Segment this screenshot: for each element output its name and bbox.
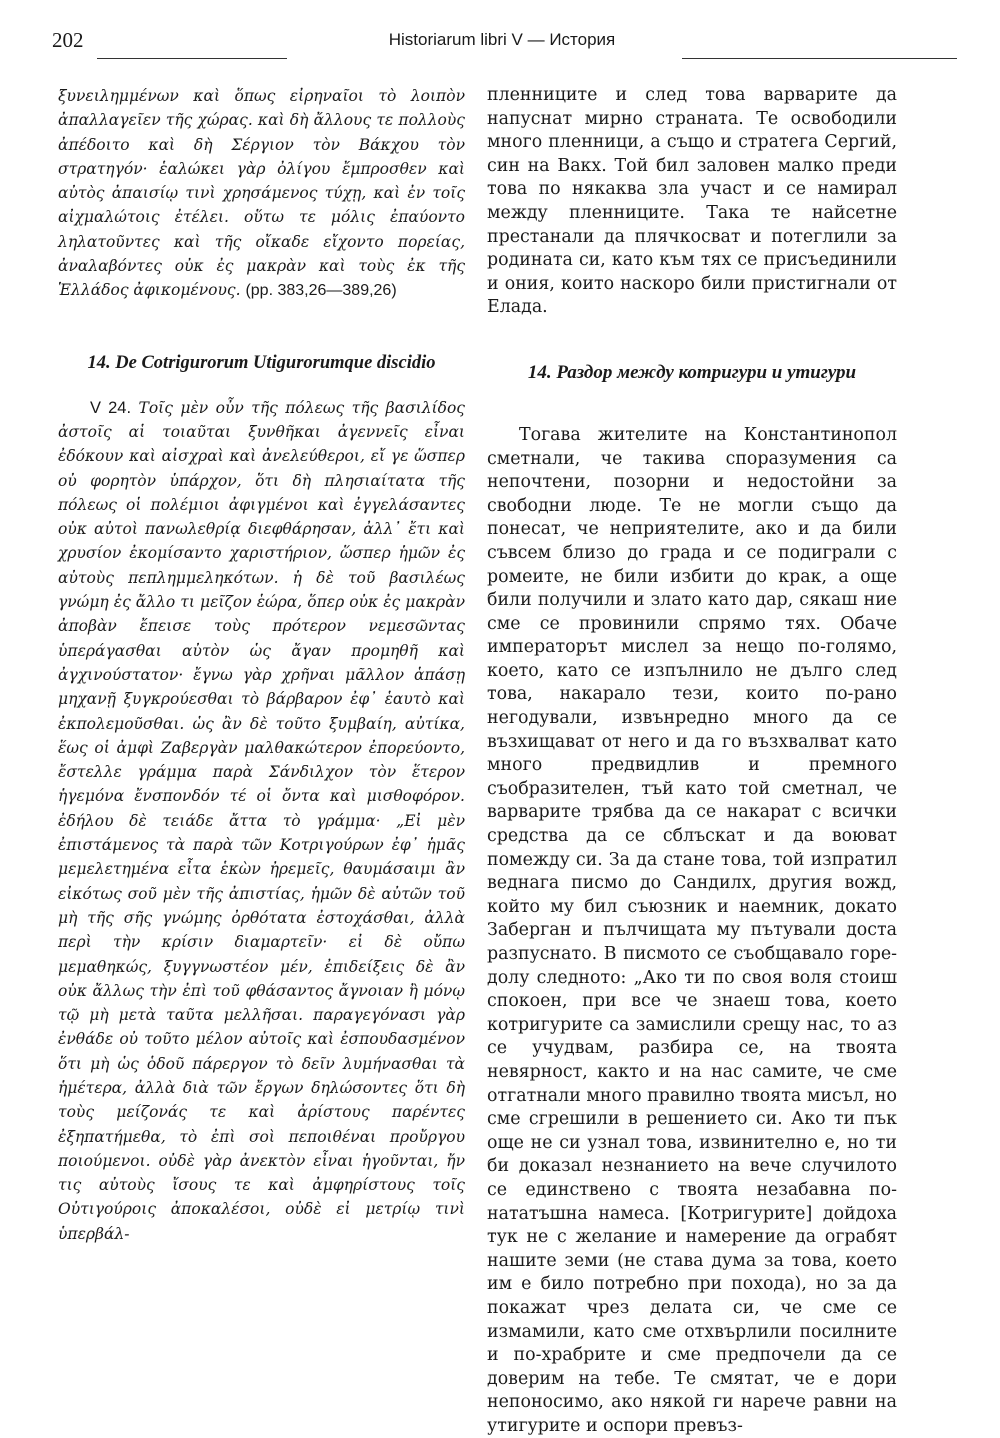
page-header	[52, 20, 952, 60]
greek-top-paragraph	[58, 84, 465, 304]
page-number: 202	[52, 28, 84, 52]
book-chapter-label: V 24.	[90, 398, 132, 417]
bulgarian-body-paragraph: Тогава жителите на Константинопол сметнали, че такива споразумения са непочтени, позорни и недостойни за свободни люде. Те не могли също да понесат, че неприятелите, ако и да били съвсем близо до града и се подиграли с ромеите, не били избити до крак, а още били получили и злато като дар, сякаш ние сме се провинили спрямо тях. Обаче императорът мислел за нещо по-голямо, което, като се изпълнило не дълго след това, накарало тези, които по-рано негодували, извънредно много да се възхищават от него и да го възхвалват като много предвидлив и премного съобразителен, тъй като той сметнал, че варварите трябва да се накарат с всички средства да се сблъскат и да воюват помежду си. За да стане това, той изпратил веднага писмо до Сандилх, другия вожд, който му бил съюзник и наемник, докато Заберган и пълчищата му пътували доста разпуснато. В писмото се съобщавало горе-долу следното: „Ако ти по своя воля стоиш спокоен, при все че знаеш това, което котригурите са замислили срещу нас, то аз се учудвам, разбира се, на твоята невярност, както и на нас самите, че сме отгатнали много правилно твоята мисъл, но сме сгрешили в решението си. Ако ти пък още не си узнал това, извинително е, но ти би доказал незнанието на вече случилото се единствено с твоята незабавна по-нататъшна намеса. [Котригурите] дойдоха тук не с желание и намерение да ограбят нашите земи (не става дума за това, което им е било потребно при похода), но за да покажат чрез делата си, че сме се измамили, като сме отхвърлили посилните и по-храбрите и сме предпочели да се доверим на тебе. Те смятат, че е дори непоносимо, ако някой ги нарече равни на утигурите и оспори превъз-	[487, 424, 897, 1436]
greek-top-text: ξυνειλημμένων καὶ ὅπως εἰρηναῖοι τὸ λοιπὸν ἀπαλλαγεῖεν τῆς χώρας. καὶ δὴ ἄλλους τε πολλοὺς ἀπέδοιτο καὶ δὴ Σέργιον τὸν Βάκχου τὸν στρατηγόν· ἑαλώκει γὰρ ὀλίγου ἔμπροσθεν καὶ αὐτὸς ἀπαισίῳ τινὶ χρησάμενος τύχῃ, καὶ ἐν τοῖς αἰχμαλώτοις ἐτέλει. οὕτω τε μόλις ἐπαύοντο ληλατοῦντες καὶ τῆς οἴκαδε εἴχοντο πορείας, ἀναλαβόντες οὐκ ἐς μακρὰν καὶ τοὺς ἐκ τῆς Ἑλλάδος ἀφικομένους.	[58, 87, 465, 300]
bulgarian-top-paragraph: пленниците и след това варварите да напуснат мирно страната. Те освободили много пленници, а също и стратега Сергий, син на Вакх. Той бил заловен малко преди това по някаква зла участ и се намирал между пленниците. Така те найсетне престанали да плячкосват и потеглили за родината си, като към тях се присъединили и ония, които наскоро били пристигнали от Елада.	[487, 85, 897, 318]
header-rule-right	[682, 58, 957, 59]
greek-column	[58, 84, 465, 1246]
greek-body-paragraph	[58, 396, 465, 1246]
bulgarian-column	[487, 84, 897, 1438]
greek-body-text: Τοῖς μὲν οὖν τῆς πόλεως τῆς βασιλίδος ἀστοῖς αἱ τοιαῦται ξυνθῆκαι ἀγεννεῖς εἶναι ἐδόκουν καὶ αἰσχραὶ καὶ ἀνελεύθεροι, εἴ γε ὥσπερ οὐ φορητὸν ὑπάρχον, ὅτι δὴ πλησιαίτατα τῆς πόλεως οἱ πολέμιοι ἀφιγμένοι καὶ ἐγγελάσαντες οὐκ αὐτοὶ πανωλεθρίᾳ διεφθάρησαν, ἀλλ᾽ ἔτι καὶ χρυσίον ἐκομίσαντο χαριστήριον, ὥσπερ ἡμῶν ἐς αὐτοὺς πεπλημμεληκότων. ἡ δὲ τοῦ βασιλέως γνώμη ἐς ἄλλο τι μεῖζον ἑώρα, ὅπερ οὐκ ἐς μακρὰν ἀποβὰν ἔπεισε τοὺς πρότερον νεμεσῶντας ὑπεράγασθαι αὐτὸν ὡς ἄγαν προμηθῆ καὶ ἀγχινούστατον· ἔγνω γὰρ χρῆναι μᾶλλον ἁπάσῃ μηχανῇ ξυγκρούεσθαι τὸ βάρβαρον ἐφ᾽ ἑαυτὸ καὶ ἐκπολεμοῦσθαι. ὡς ἂν δὲ τοῦτο ξυμβαίη, αὐτίκα, ἕως οἱ ἀμφὶ Ζαβεργὰν μαλθακώτερον ἐπορεύοντο, ἔστελλε γράμμα παρὰ Σάνδιλχον τὸν ἕτερον ἡγεμόνα ἔνσπονδόν τέ οἱ ὄντα καὶ μισθοφόρον. ἐδήλου δὲ τειάδε ἄττα τὸ γράμμα· „Εἰ μὲν ἐπιστάμενος τὰ παρὰ τῶν Κοτριγούρων ἐφ᾽ ἡμᾶς μεμελετημένα εἶτα ἑκὼν ἠρεμεῖς, θαυμάσαιμι ἂν εἰκότως σοῦ μὲν τῆς ἀπιστίας, ἡμῶν δὲ αὐτῶν τοῦ μὴ τῆς σῆς γνώμης ὀρθότατα ἐστοχάσθαι, ἀλλὰ περὶ τὴν κρίσιν διαμαρτεῖν· εἰ δὲ οὔπω μεμαθηκώς, ξυγγνωστέον μέν, ἐπιδείξεις δὲ ἂν οὐκ ἄλλως τὴν ἐπὶ τοῦ φθάσαντος ἄγνοιαν ἢ μόνῳ τῷ μὴ μετὰ ταῦτα μελλῆσαι. παραγεγόνασι γὰρ ἐνθάδε οὐ τοῦτο μέλον αὐτοῖς καὶ ἐσπουδασμένον ὅτι μὴ ὡς ὁδοῦ πάρεργον τὸ δεῖν λυμήνασθαι τὰ ἡμέτερα, ἀλλὰ διὰ τῶν ἔργων δηλώσοντες ὅτι δὴ τοὺς μείζονάς τε καὶ ἀρίστους παρέντες ἐξηπατήμεθα, τὸ ἐπὶ σοὶ πεποιθέναι προὔργου ποιούμενοι. οὐδὲ γὰρ ἀνεκτὸν εἶναι ἡγοῦνται, ἤν τις αὐτοὺς ἴσους τε καὶ ἀμφηρίστους τοῖς Οὐτιγούροις ἀποκαλέσοι, οὐδὲ εἰ μετρίῳ τινὶ ὑπερβάλ-	[58, 398, 465, 1243]
page-reference: (pp. 383,26—389,26)	[245, 282, 397, 300]
running-title: Historiarum libri V — История	[388, 30, 616, 49]
greek-section-title: 14. De Cotrigurorum Utigurorumque discidio	[87, 352, 436, 373]
header-rule-left	[97, 58, 287, 59]
bulgarian-section-title: 14. Раздор между котригури и утигури	[527, 361, 857, 383]
